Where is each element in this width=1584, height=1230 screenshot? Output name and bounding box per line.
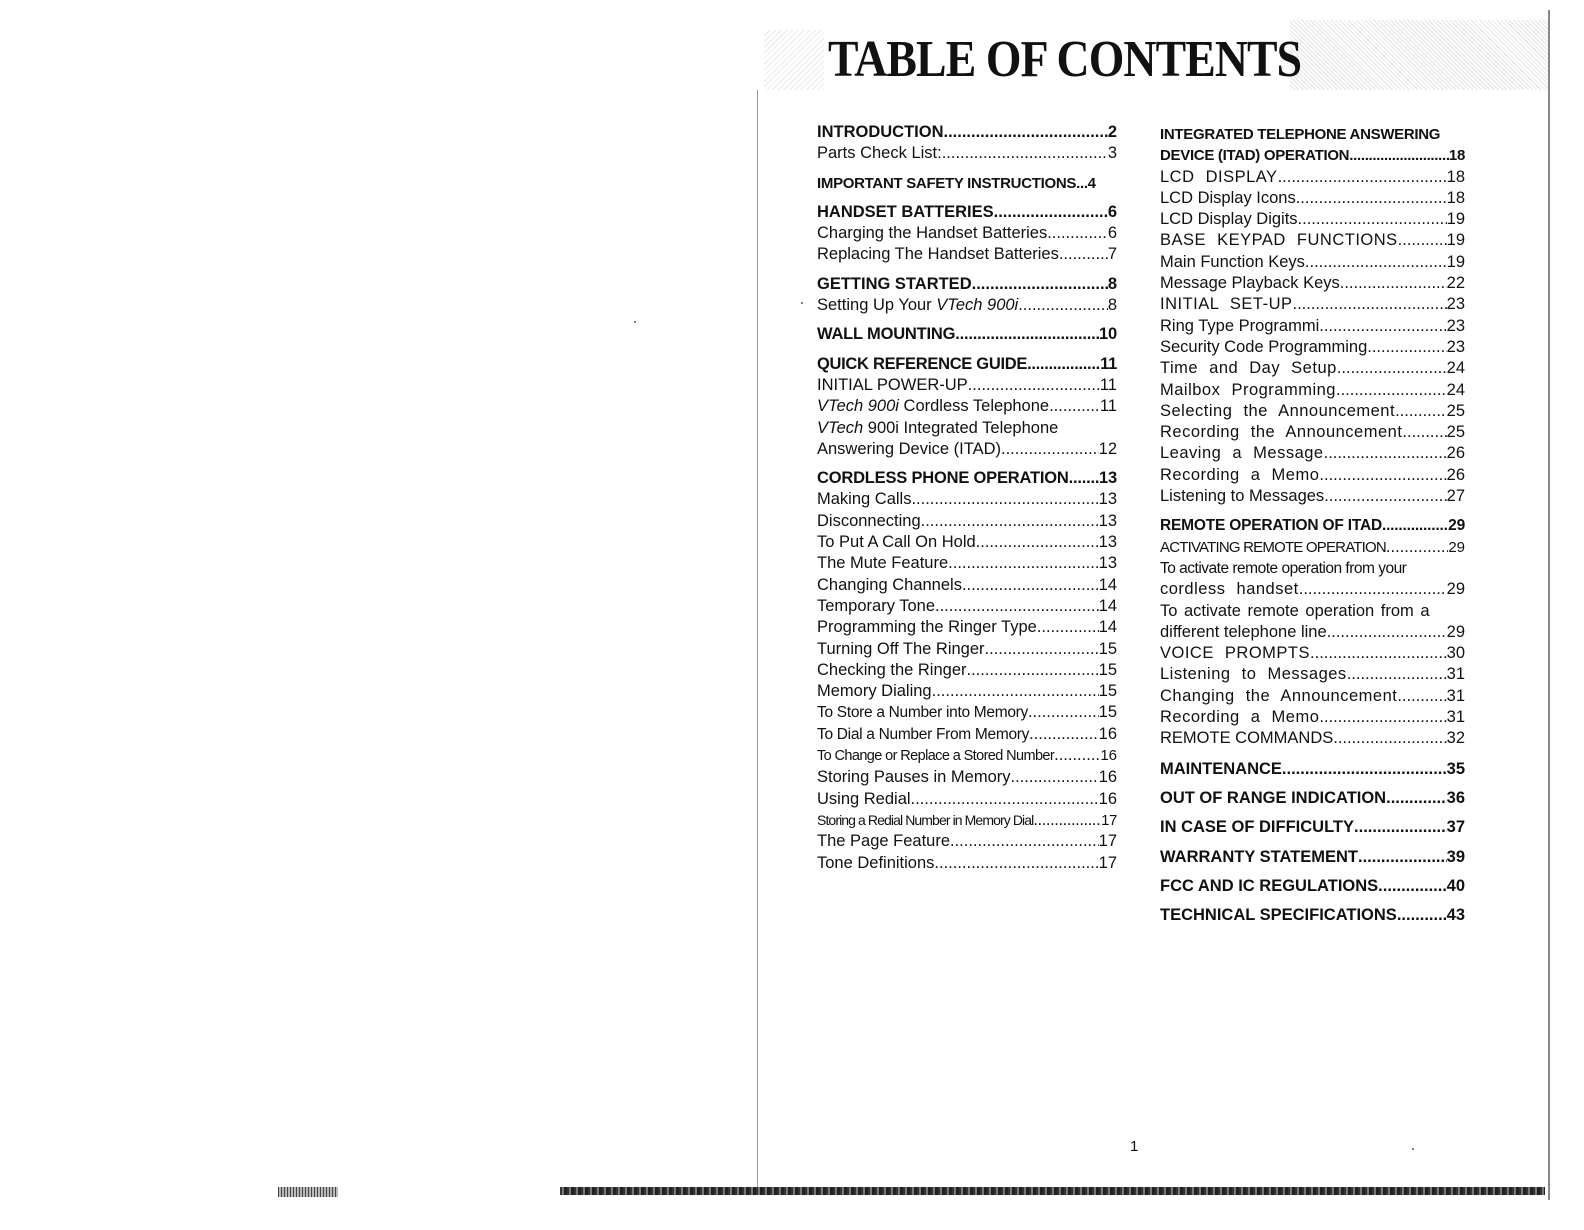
toc-entry[interactable] bbox=[817, 418, 1117, 439]
toc-label: Disconnecting bbox=[817, 511, 921, 530]
toc-entry[interactable] bbox=[1160, 252, 1465, 273]
toc-label: Storing a Redial Number in Memory Dial bbox=[817, 811, 1034, 828]
toc-entry[interactable] bbox=[817, 617, 1117, 638]
toc-entry[interactable] bbox=[1160, 847, 1465, 868]
toc-entry[interactable] bbox=[817, 202, 1117, 223]
toc-label: DEVICE (ITAD) OPERATION bbox=[1160, 147, 1350, 165]
toc-label: To activate remote operation from a bbox=[1160, 601, 1430, 620]
toc-entry[interactable] bbox=[817, 767, 1117, 788]
toc-label: Changing Channels bbox=[817, 575, 962, 594]
toc-label: Changing the Announcement bbox=[1160, 686, 1398, 705]
toc-entry[interactable] bbox=[1160, 167, 1465, 188]
toc-label: The Page Feature bbox=[817, 832, 950, 851]
toc-entry[interactable] bbox=[817, 853, 1117, 874]
toc-page: 32 bbox=[1446, 729, 1465, 748]
toc-label: To Change or Replace a Stored Number bbox=[817, 748, 1055, 765]
toc-page: 16 bbox=[1100, 747, 1117, 765]
toc-entry[interactable] bbox=[1160, 401, 1465, 422]
toc-label: Memory Dialing bbox=[817, 682, 932, 701]
toc-entry[interactable] bbox=[817, 223, 1117, 244]
page-edge bbox=[1548, 10, 1550, 1200]
toc-label: To Store a Number into Memory bbox=[817, 704, 1028, 722]
page-fold bbox=[757, 90, 758, 1190]
toc-label: LCD DISPLAY bbox=[1160, 167, 1278, 186]
toc-entry[interactable] bbox=[1160, 686, 1465, 707]
toc-entry[interactable] bbox=[1160, 788, 1465, 809]
toc-label: Programming the Ringer Type bbox=[817, 618, 1037, 637]
toc-entry[interactable] bbox=[1160, 759, 1465, 780]
toc-page: 18 bbox=[1448, 147, 1465, 165]
toc-label: Mailbox Programming bbox=[1160, 380, 1336, 399]
toc-label: WARRANTY STATEMENT bbox=[1160, 847, 1358, 866]
toc-label: Turning Off The Ringer bbox=[817, 639, 985, 658]
toc-page: 29 bbox=[1448, 538, 1465, 556]
toc-entry[interactable] bbox=[1160, 579, 1465, 600]
toc-entry[interactable] bbox=[817, 295, 1117, 316]
toc-entry[interactable] bbox=[1160, 422, 1465, 443]
toc-entry[interactable] bbox=[817, 639, 1117, 660]
toc-entry[interactable] bbox=[817, 439, 1117, 460]
toc-page: 26 bbox=[1446, 465, 1465, 484]
toc-entry[interactable] bbox=[817, 489, 1117, 510]
toc-entry[interactable] bbox=[817, 375, 1117, 396]
toc-entry[interactable] bbox=[1160, 601, 1465, 622]
toc-entry[interactable] bbox=[1160, 294, 1465, 315]
toc-entry[interactable] bbox=[817, 324, 1117, 345]
toc-entry[interactable] bbox=[1160, 707, 1465, 728]
toc-label: QUICK REFERENCE GUIDE bbox=[817, 354, 1028, 373]
toc-label: Tone Definitions bbox=[817, 853, 935, 872]
toc-entry[interactable] bbox=[817, 532, 1117, 553]
toc-entry[interactable] bbox=[817, 810, 1117, 831]
toc-entry[interactable] bbox=[817, 553, 1117, 574]
toc-label: different telephone line bbox=[1160, 622, 1327, 641]
toc-entry[interactable] bbox=[1160, 817, 1465, 838]
toc-page: 40 bbox=[1446, 876, 1465, 895]
toc-entry[interactable] bbox=[1160, 380, 1465, 401]
toc-label: OUT OF RANGE INDICATION bbox=[1160, 788, 1387, 807]
toc-label: MAINTENANCE bbox=[1160, 759, 1282, 778]
toc-entry[interactable] bbox=[1160, 316, 1465, 337]
toc-label: Ring Type Programmi bbox=[1160, 316, 1320, 335]
toc-page: 15 bbox=[1098, 703, 1117, 722]
toc-page: 31 bbox=[1446, 708, 1465, 727]
toc-entry[interactable] bbox=[1160, 622, 1465, 643]
toc-page: 15 bbox=[1098, 682, 1117, 701]
toc-page: 26 bbox=[1446, 444, 1465, 463]
toc-entry[interactable] bbox=[817, 354, 1117, 375]
toc-page: 16 bbox=[1098, 724, 1117, 743]
toc-label: Parts Check List: bbox=[817, 144, 942, 163]
toc-page: 13 bbox=[1098, 511, 1117, 530]
toc-page: 18 bbox=[1446, 167, 1465, 186]
toc-entry[interactable] bbox=[1160, 209, 1465, 230]
toc-label: LCD Display Icons bbox=[1160, 188, 1296, 207]
toc-page: 15 bbox=[1098, 639, 1117, 658]
toc-entry[interactable] bbox=[1160, 188, 1465, 209]
toc-entry[interactable] bbox=[817, 702, 1117, 723]
toc-page: 6 bbox=[1107, 224, 1117, 243]
toc-page: 14 bbox=[1098, 618, 1117, 637]
toc-entry[interactable] bbox=[817, 244, 1117, 265]
toc-label: ACTIVATING REMOTE OPERATION bbox=[1160, 538, 1386, 556]
toc-entry[interactable] bbox=[1160, 558, 1465, 579]
toc-label: INITIAL SET-UP bbox=[1160, 295, 1293, 314]
toc-entry[interactable] bbox=[1160, 273, 1465, 294]
toc-label: Leaving a Message bbox=[1160, 444, 1324, 463]
toc-page: 23 bbox=[1446, 316, 1465, 335]
left-page bbox=[0, 0, 758, 1230]
toc-label: Main Function Keys bbox=[1160, 252, 1305, 271]
toc-page: 8 bbox=[1107, 296, 1117, 315]
toc-entry[interactable] bbox=[1160, 876, 1465, 897]
toc-page: 16 bbox=[1098, 789, 1117, 808]
toc-page: 29 bbox=[1446, 580, 1465, 599]
toc-label: Setting Up Your VTech 900i bbox=[817, 296, 1019, 315]
toc-page: 19 bbox=[1446, 210, 1465, 229]
toc-entry[interactable] bbox=[1160, 486, 1465, 507]
toc-label: Time and Day Setup bbox=[1160, 359, 1337, 378]
toc-page: 8 bbox=[1107, 274, 1117, 293]
toc-page: 16 bbox=[1098, 768, 1117, 787]
toc-label: VOICE PROMPTS bbox=[1160, 644, 1311, 663]
toc-label: VTech 900i Integrated Telephone bbox=[817, 418, 1059, 437]
toc-page: 13 bbox=[1098, 490, 1117, 509]
toc-page: 11 bbox=[1100, 354, 1117, 373]
scan-noise bbox=[1290, 20, 1548, 90]
toc-label: To Put A Call On Hold bbox=[817, 533, 976, 552]
toc-label: Making Calls bbox=[817, 490, 912, 509]
toc-page: 13 bbox=[1098, 533, 1117, 552]
scan-noise bbox=[764, 30, 824, 90]
toc-page: 43 bbox=[1446, 906, 1465, 925]
toc-page: 25 bbox=[1446, 423, 1465, 442]
toc-page: 24 bbox=[1446, 380, 1465, 399]
toc-page: 37 bbox=[1446, 818, 1465, 837]
toc-entry[interactable] bbox=[817, 274, 1117, 295]
toc-label: Recording a Memo bbox=[1160, 708, 1320, 727]
toc-entry[interactable] bbox=[817, 511, 1117, 532]
toc-label: VTech 900i Cordless Telephone bbox=[817, 397, 1050, 416]
toc-entry[interactable] bbox=[1160, 728, 1465, 749]
toc-entry[interactable] bbox=[1160, 443, 1465, 464]
toc-entry[interactable] bbox=[817, 745, 1117, 767]
toc-entry[interactable] bbox=[1160, 465, 1465, 486]
toc-page: 13 bbox=[1099, 469, 1117, 488]
toc-label: Using Redial bbox=[817, 789, 911, 808]
toc-label: Recording the Announcement bbox=[1160, 423, 1403, 442]
toc-column-right bbox=[1160, 124, 1465, 926]
toc-label: Message Playback Keys bbox=[1160, 274, 1340, 293]
toc-page: 10 bbox=[1099, 325, 1117, 344]
toc-label: Replacing The Handset Batteries bbox=[817, 245, 1059, 264]
toc-page: 13 bbox=[1098, 554, 1117, 573]
toc-label: LCD Display Digits bbox=[1160, 210, 1298, 229]
toc-entry[interactable] bbox=[817, 468, 1117, 489]
toc-entry[interactable] bbox=[817, 143, 1117, 164]
toc-label: BASE KEYPAD FUNCTIONS bbox=[1160, 231, 1398, 250]
toc-page: 14 bbox=[1098, 596, 1117, 615]
page-title: TABLE OF CONTENTS bbox=[828, 31, 1302, 88]
toc-entry[interactable] bbox=[1160, 230, 1465, 251]
toc-label: To Dial a Number From Memory bbox=[817, 725, 1030, 743]
toc-entry[interactable] bbox=[1160, 124, 1465, 145]
toc-label: Checking the Ringer bbox=[817, 660, 967, 679]
toc-entry[interactable] bbox=[1160, 664, 1465, 685]
toc-page: 11 bbox=[1099, 375, 1117, 394]
toc-entry[interactable] bbox=[817, 396, 1117, 417]
toc-entry[interactable] bbox=[817, 660, 1117, 681]
toc-page: 2 bbox=[1107, 123, 1117, 141]
toc-entry[interactable] bbox=[1160, 145, 1465, 166]
toc-entry[interactable] bbox=[817, 575, 1117, 596]
toc-entry[interactable] bbox=[817, 122, 1117, 143]
toc-page: 22 bbox=[1446, 274, 1465, 293]
toc-page: 15 bbox=[1098, 660, 1117, 679]
toc-entry[interactable] bbox=[817, 831, 1117, 852]
toc-label: The Mute Feature bbox=[817, 554, 949, 573]
toc-label: REMOTE OPERATION OF ITAD bbox=[1160, 517, 1382, 535]
scan-speck bbox=[634, 321, 636, 323]
toc-page: 39 bbox=[1446, 847, 1465, 866]
toc-page: 23 bbox=[1446, 295, 1465, 314]
toc-entry[interactable] bbox=[817, 681, 1117, 702]
toc-entry[interactable] bbox=[1160, 643, 1465, 664]
toc-page: 24 bbox=[1446, 359, 1465, 378]
page-number: 1 bbox=[1130, 1138, 1139, 1155]
toc-page: 31 bbox=[1446, 665, 1465, 684]
toc-page: 19 bbox=[1446, 231, 1465, 250]
toc-label: Listening to Messages bbox=[1160, 487, 1325, 506]
toc-page: 23 bbox=[1446, 337, 1465, 356]
toc-label: Answering Device (ITAD) bbox=[817, 439, 1001, 458]
toc-label: FCC AND IC REGULATIONS bbox=[1160, 876, 1379, 895]
toc-entry[interactable] bbox=[817, 789, 1117, 810]
scan-speck bbox=[1412, 1148, 1414, 1150]
toc-page: 12 bbox=[1098, 439, 1117, 458]
toc-page: 14 bbox=[1098, 575, 1117, 594]
toc-page: 11 bbox=[1099, 397, 1117, 416]
toc-entry[interactable] bbox=[1160, 537, 1465, 558]
toc-label: Storing Pauses in Memory bbox=[817, 768, 1011, 787]
toc-page: 36 bbox=[1446, 788, 1465, 807]
toc-label: IN CASE OF DIFFICULTY bbox=[1160, 818, 1355, 837]
toc-label: Charging the Handset Batteries bbox=[817, 224, 1048, 243]
toc-entry[interactable] bbox=[1160, 358, 1465, 379]
toc-label: IMPORTANT SAFETY INSTRUCTIONS...4 bbox=[817, 174, 1096, 192]
toc-label: TECHNICAL SPECIFICATIONS bbox=[1160, 906, 1397, 925]
toc-label: Security Code Programming bbox=[1160, 337, 1368, 356]
toc-page: 6 bbox=[1107, 202, 1117, 221]
toc-page: 17 bbox=[1098, 853, 1117, 872]
toc-page: 17 bbox=[1101, 811, 1117, 829]
toc-entry[interactable] bbox=[817, 596, 1117, 617]
toc-entry[interactable] bbox=[1160, 337, 1465, 358]
toc-entry[interactable] bbox=[817, 724, 1117, 745]
toc-page: 35 bbox=[1446, 759, 1465, 778]
toc-entry[interactable] bbox=[817, 173, 1117, 194]
toc-column-left bbox=[817, 122, 1117, 874]
toc-page: 18 bbox=[1446, 188, 1465, 207]
toc-label: INTRODUCTION bbox=[817, 123, 944, 141]
toc-page: 29 bbox=[1446, 622, 1465, 641]
toc-page: 31 bbox=[1446, 686, 1465, 705]
toc-page: 19 bbox=[1446, 252, 1465, 271]
toc-label: INITIAL POWER-UP bbox=[817, 375, 968, 394]
toc-label: WALL MOUNTING bbox=[817, 325, 956, 344]
toc-entry[interactable] bbox=[1160, 905, 1465, 926]
toc-page: 7 bbox=[1107, 245, 1117, 264]
scan-speck bbox=[801, 302, 803, 304]
scan-edge-bar bbox=[278, 1187, 338, 1197]
toc-label: cordless handset bbox=[1160, 580, 1299, 599]
toc-label: REMOTE COMMANDS bbox=[1160, 729, 1334, 748]
toc-label: To activate remote operation from your bbox=[1160, 559, 1407, 577]
toc-page: 25 bbox=[1446, 401, 1465, 420]
scan-edge-bar bbox=[560, 1187, 1545, 1195]
toc-label: Recording a Memo bbox=[1160, 465, 1320, 484]
toc-page: 30 bbox=[1446, 644, 1465, 663]
toc-label: Selecting the Announcement bbox=[1160, 401, 1396, 420]
toc-page: 3 bbox=[1107, 144, 1117, 163]
toc-page: 17 bbox=[1098, 832, 1117, 851]
toc-label: HANDSET BATTERIES bbox=[817, 202, 994, 221]
toc-label: GETTING STARTED bbox=[817, 274, 972, 293]
toc-page: 27 bbox=[1446, 487, 1465, 506]
toc-label: Listening to Messages bbox=[1160, 665, 1347, 684]
toc-page: 29 bbox=[1448, 517, 1465, 535]
toc-label: INTEGRATED TELEPHONE ANSWERING bbox=[1160, 126, 1441, 143]
toc-entry[interactable] bbox=[1160, 515, 1465, 536]
toc-label: CORDLESS PHONE OPERATION bbox=[817, 469, 1069, 488]
toc-label: Temporary Tone bbox=[817, 596, 936, 615]
